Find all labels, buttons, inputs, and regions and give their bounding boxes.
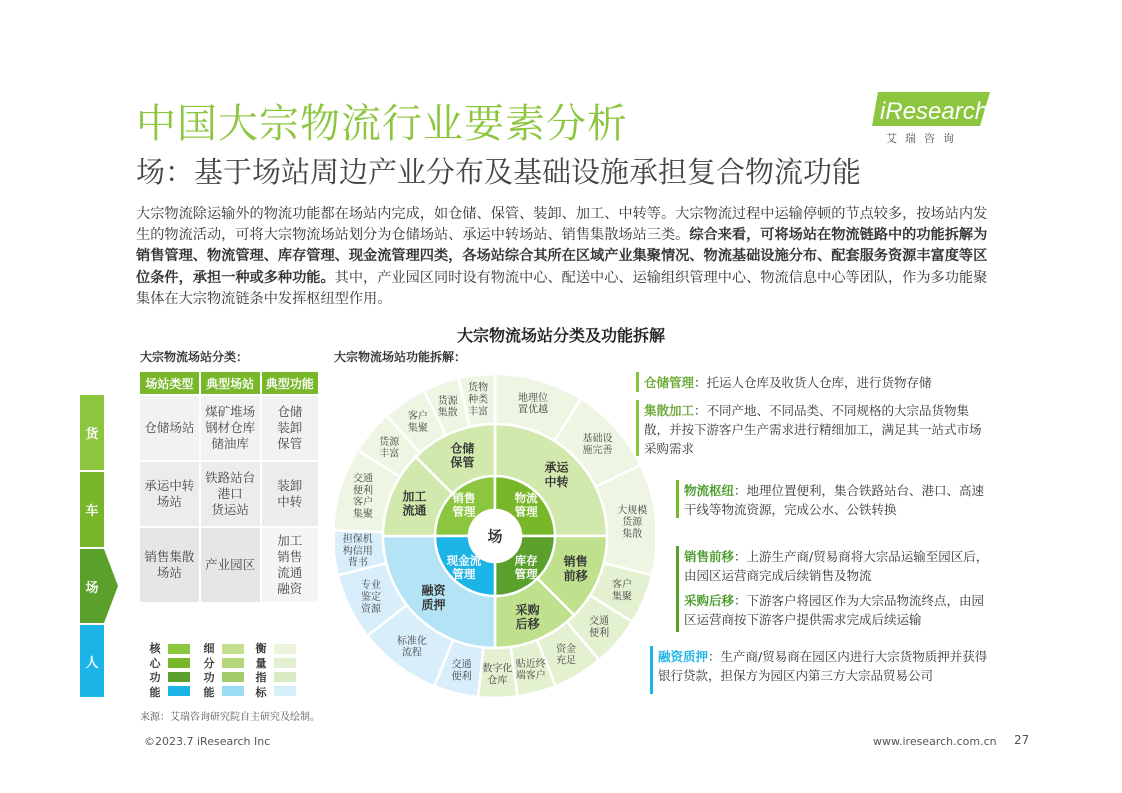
source-note: 来源：艾瑞咨询研究院自主研究及绘制。 [140, 712, 320, 723]
core-function-label: 销售管理 [452, 491, 476, 519]
table-cell: 承运中转 场站 [140, 462, 199, 526]
metric-label: 客户集聚 [407, 411, 428, 434]
legend-swatch [274, 644, 296, 654]
station-function-wheel [335, 366, 655, 704]
side-tab-people: 人 [80, 625, 104, 697]
legend-metric-label: 衡量指标 [255, 642, 267, 699]
desc-sales-forward: 销售前移：上游生产商/贸易商将大宗品运输至园区后，由园区运营商完成后续销售及物流 [684, 549, 989, 583]
intro-text-end: 其中，产业园区同时设有物流中心、配送中心、运输组织管理中心、物流信息中心等团队，作为多功能聚集体在大宗物流链条中发挥枢纽型作用。 [136, 269, 988, 307]
table-cell: 装卸 中转 [262, 462, 318, 526]
footer-copyright: ©2023.7 iResearch Inc [144, 735, 271, 748]
footer-url[interactable]: www.iresearch.com.cn [873, 735, 997, 748]
table-cell: 仓储场站 [140, 396, 199, 460]
accent-bar [676, 546, 679, 632]
side-tab-goods: 货 [80, 395, 104, 470]
legend-swatch [168, 686, 190, 696]
metric-label: 标准化流程 [396, 635, 427, 659]
intro-text: 大宗物流除运输外的物流功能都在场站内完成，如仓储、保管、装卸、加工、中转等。大宗物流过程中运输停顿的节点较多，按场站内发生的物流活动，可将大宗物流场站划分为仓储场站、承运中转场站、销售集散场站三类。 [136, 206, 988, 244]
accent-bar [636, 400, 639, 456]
metric-label: 基础设施完善 [582, 433, 613, 457]
classification-table [138, 370, 320, 604]
legend-swatch [168, 658, 190, 668]
desc-hub: 物流枢纽：地理位置便利，集合铁路站台、港口、高速干线等物流资源，完成公水、公铁转换 [684, 483, 985, 517]
table-cell: 产业园区 [201, 528, 260, 602]
legend-swatch [222, 658, 244, 668]
page-title: 中国大宗物流行业要素分析 [136, 101, 628, 147]
metric-label: 专业鉴定资源 [360, 580, 381, 615]
desc-financing: 融资质押：生产商/贸易商在园区内进行大宗货物质押并获得银行贷款，担保方为园区内第三方大宗品贸易公司 [658, 649, 988, 683]
svg-text:iResearch: iResearch [880, 98, 989, 125]
sub-function-label: 承运中转 [544, 460, 569, 489]
legend-swatch [222, 672, 244, 682]
core-function-label: 库存管理 [514, 553, 538, 581]
table-header: 典型功能 [262, 372, 318, 394]
metric-label: 地理位置优越 [518, 392, 549, 416]
table-cell: 销售集散 场站 [140, 528, 199, 602]
intro-bold-text: 综合来看，可将场站在物流链路中的功能拆解为销售管理、物流管理、库存管理、现金流管理四类，各场站综合其所在区域产业集聚情况、物流基础设施分布、配套服务资源丰富度等区位条件，承担一种或多种功能。 [136, 227, 988, 286]
sub-function-label: 采购后移 [515, 602, 540, 631]
svg-text:艾瑞咨询: 艾瑞咨询 [886, 132, 962, 145]
legend-swatch [222, 644, 244, 654]
figure-title: 大宗物流场站分类及功能拆解 [456, 326, 665, 345]
legend-swatch [168, 644, 190, 654]
legend-swatch [274, 686, 296, 696]
sub-function-label: 加工流通 [402, 489, 427, 518]
metric-label: 交通便利 [589, 616, 610, 639]
metric-label: 交通便利客户集聚 [353, 473, 374, 520]
table-header: 场站类型 [140, 372, 199, 394]
accent-bar [650, 646, 653, 694]
table-cell: 仓储 装卸 保管 [262, 396, 318, 460]
legend-core-label: 核心功能 [149, 642, 161, 699]
core-function-label: 物流管理 [514, 491, 538, 519]
metric-label: 贴近终端客户 [515, 658, 546, 682]
metric-label: 担保机构信用背书 [342, 534, 373, 569]
sub-function-label: 仓储保管 [450, 441, 475, 470]
table-header: 典型场站 [201, 372, 260, 394]
intro-paragraph [136, 204, 996, 310]
core-function-label: 现金流管理 [446, 553, 482, 581]
side-tab-station: 场 [80, 549, 104, 623]
classification-label: 大宗物流场站分类： [140, 350, 249, 364]
page-subtitle: 场：基于场站周边产业分布及基础设施承担复合物流功能 [136, 155, 862, 189]
iresearch-logo [872, 88, 994, 146]
metric-label: 客户集聚 [612, 579, 633, 603]
legend-swatch [274, 672, 296, 682]
desc-processing: 集散加工：不同产地、不同品类、不同规格的大宗品货物集散，并按下游客户生产需求进行精细加工，满足其一站式市场采购需求 [644, 403, 982, 456]
legend-swatch [274, 658, 296, 668]
sub-function-label: 融资质押 [421, 583, 446, 612]
accent-bar [636, 372, 639, 392]
metric-label: 数字化仓库 [482, 663, 513, 687]
table-row [140, 462, 318, 526]
desc-warehouse: 仓储管理：托运人仓库及收货人仓库，进行货物存储 [644, 375, 932, 390]
legend-swatch [222, 686, 244, 696]
wheel-center-label: 场 [487, 527, 503, 546]
legend-sub-label: 细分功能 [203, 642, 215, 699]
legend-swatch [168, 672, 190, 682]
table-cell: 煤矿堆场 钢材仓库 储油库 [201, 396, 260, 460]
page-number: 27 [1014, 733, 1030, 747]
metric-label: 交通便利 [451, 659, 472, 683]
desc-purchase-backward: 采购后移：下游客户将园区作为大宗品物流终点，由园区运营商按下游客户提供需求完成后续运输 [684, 593, 985, 627]
table-cell: 铁路站台 港口 货运站 [201, 462, 260, 526]
accent-bar [676, 480, 679, 518]
table-row [140, 528, 318, 602]
metric-label: 资金充足 [556, 643, 577, 667]
sub-function-label: 销售前移 [563, 554, 588, 583]
table-cell: 加工 销售 流通 融资 [262, 528, 318, 602]
metric-label: 货源集散 [437, 395, 458, 419]
table-row [140, 396, 318, 460]
side-arrow [104, 549, 118, 623]
function-label: 大宗物流场站功能拆解： [334, 350, 467, 364]
metric-label: 货物种类丰富 [468, 382, 489, 418]
metric-label: 大规模货源集散 [617, 505, 648, 540]
side-tab-vehicle: 车 [80, 472, 104, 547]
metric-label: 货源丰富 [379, 436, 400, 460]
